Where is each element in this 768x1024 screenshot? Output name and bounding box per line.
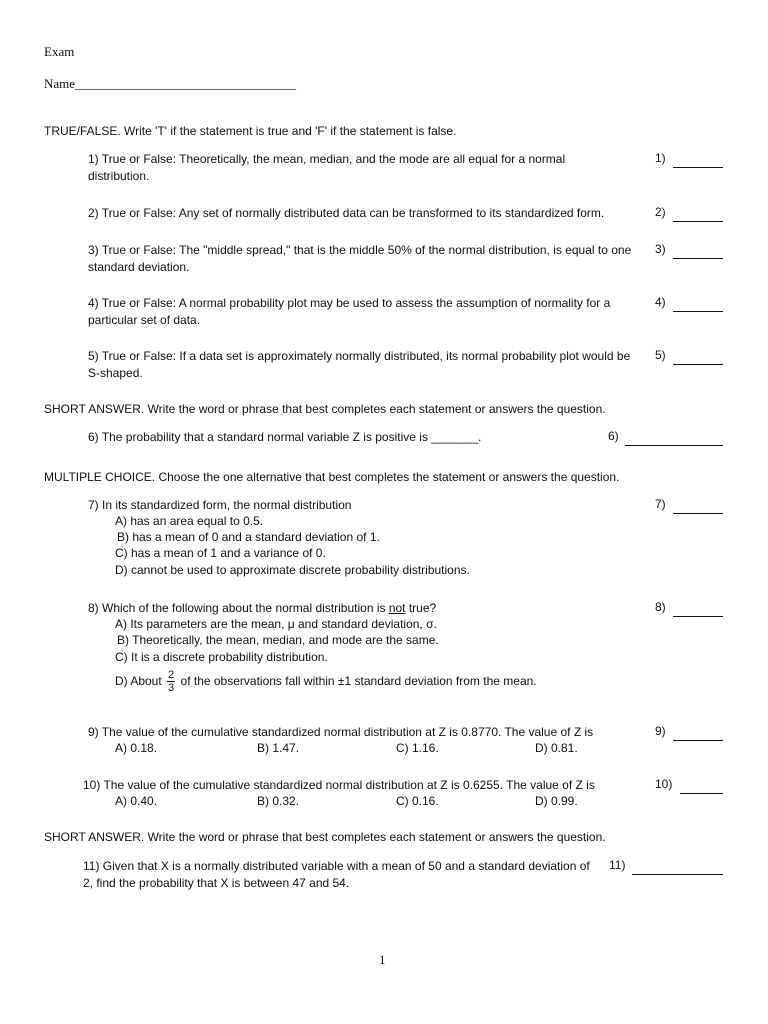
question-8-choice-d[interactable]: D) About $\frac{2}{3}$ of the observations fall within ±1 standard deviation from the mean. (115, 669, 537, 695)
exam-title: Exam (44, 44, 75, 59)
question-2-number: 2) (655, 205, 666, 219)
question-7-choice-b[interactable]: B) has a mean of 0 and a standard deviation of 1. (117, 530, 380, 544)
answer-blank-8[interactable] (673, 616, 723, 617)
question-10-number: 10) (655, 777, 673, 791)
short-answer-instructions-2: SHORT ANSWER. Write the word or phrase that best completes each statement or answers the question. (44, 830, 606, 844)
answer-blank-1[interactable] (673, 167, 723, 168)
question-8-number: 8) (655, 600, 666, 614)
answer-blank-11[interactable] (632, 874, 723, 875)
question-7-text: 7) In its standardized form, the normal distribution (88, 498, 352, 512)
question-11-text: 11) Given that X is a normally distributed variable with a mean of 50 and a standard deviation of 2, find the probability that X is between 47 and 54. (83, 859, 590, 890)
question-9-choice-a[interactable]: A) 0.18. (115, 741, 158, 755)
short-answer-instructions-1: SHORT ANSWER. Write the word or phrase that best completes each statement or answers the question. (44, 402, 606, 416)
answer-blank-9[interactable] (673, 740, 723, 741)
question-8-choice-b[interactable]: B) Theoretically, the mean, median, and mode are the same. (117, 633, 439, 647)
question-10-choice-d[interactable]: D) 0.99. (535, 794, 578, 808)
question-4-text: 4) True or False: A normal probability plot may be used to assess the assumption of normality for a particular set of data. (88, 296, 611, 327)
question-7-number: 7) (655, 497, 666, 511)
question-9-choice-b[interactable]: B) 1.47. (257, 741, 300, 755)
answer-blank-3[interactable] (673, 258, 723, 259)
question-3-number: 3) (655, 242, 666, 256)
question-8-choice-a[interactable]: A) Its parameters are the mean, μ and standard deviation, σ. (115, 617, 437, 631)
question-7-choice-c[interactable]: C) has a mean of 1 and a variance of 0. (115, 546, 326, 560)
question-11-number: 11) (609, 858, 626, 872)
question-2-text: 2) True or False: Any set of normally distributed data can be transformed to its standardized form. (88, 206, 605, 220)
answer-blank-4[interactable] (673, 311, 723, 312)
question-8-text: 8) Which of the following about the normal distribution is not true? (88, 601, 437, 615)
question-1-number: 1) (655, 151, 666, 165)
question-4-number: 4) (655, 295, 666, 309)
two-thirds-fraction: $\frac{2}{3}$ (168, 669, 175, 695)
true-false-instructions: TRUE/FALSE. Write 'T' if the statement is true and 'F' if the statement is false. (44, 124, 457, 138)
answer-blank-10[interactable] (680, 793, 723, 794)
question-10-choice-a[interactable]: A) 0.40. (115, 794, 158, 808)
page-number: 1 (379, 952, 386, 967)
question-5-text: 5) True or False: If a data set is approximately normally distributed, its normal probability plot would be S-shaped. (88, 349, 631, 380)
question-9-choice-d[interactable]: D) 0.81. (535, 741, 578, 755)
question-9-number: 9) (655, 724, 666, 738)
question-8-emphasis: not (388, 601, 406, 615)
question-10-text: 10) The value of the cumulative standardized normal distribution at Z is 0.6255. The value of Z is (83, 778, 595, 792)
question-1-text: 1) True or False: Theoretically, the mean, median, and the mode are all equal for a normal distribution. (88, 152, 566, 183)
multiple-choice-instructions: MULTIPLE CHOICE. Choose the one alternative that best completes the statement or answers the question. (44, 470, 620, 484)
question-3-text: 3) True or False: The "middle spread," that is the middle 50% of the normal distribution, is equal to one standard deviation. (88, 243, 632, 274)
question-5-number: 5) (655, 348, 666, 362)
question-9-text: 9) The value of the cumulative standardized normal distribution at Z is 0.8770. The value of Z is (88, 725, 594, 739)
question-6-text: 6) The probability that a standard normal variable Z is positive is _______. (88, 430, 482, 444)
name-field[interactable]: Name__________________________________ (44, 76, 297, 91)
answer-blank-7[interactable] (673, 513, 723, 514)
answer-blank-6[interactable] (625, 445, 723, 446)
question-10-choice-c[interactable]: C) 0.16. (396, 794, 439, 808)
answer-blank-5[interactable] (673, 364, 723, 365)
question-7-choice-a[interactable]: A) has an area equal to 0.5. (115, 514, 264, 528)
question-6-number: 6) (608, 429, 619, 443)
question-7-choice-d[interactable]: D) cannot be used to approximate discrete probability distributions. (115, 563, 470, 577)
question-9-choice-c[interactable]: C) 1.16. (396, 741, 439, 755)
answer-blank-2[interactable] (673, 221, 723, 222)
question-8-choice-c[interactable]: C) It is a discrete probability distribution. (115, 650, 328, 664)
question-10-choice-b[interactable]: B) 0.32. (257, 794, 300, 808)
